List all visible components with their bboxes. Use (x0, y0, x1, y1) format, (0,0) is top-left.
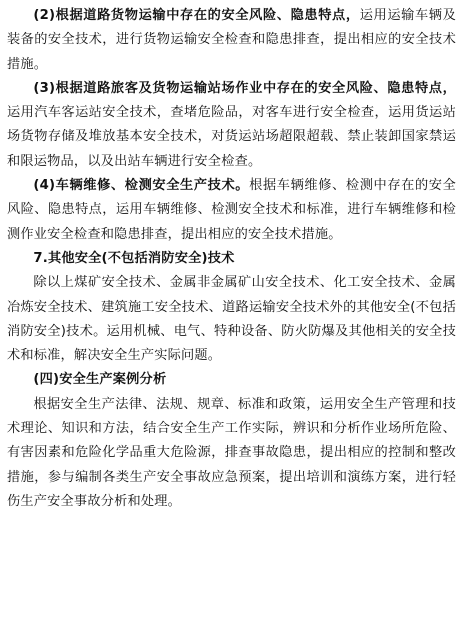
paragraph-passenger-freight-station (7, 77, 456, 174)
section-heading-other-safety: 7.其他安全(不包括消防安全)技术 (33, 250, 235, 266)
paragraph-body: 除以上煤矿安全技术、金属非金属矿山安全技术、化工安全技术、金属冶炼安全技术、建筑施工安全技术、道路运输安全技术外的其他安全(不包括消防安全)技术。运用机械、电气、特种设备、防火防爆及其他相关的安全技术和标准，解决安全生产实际问题。 (7, 275, 456, 364)
paragraph-body: 根据车辆维修、检测中存在的安全风险、隐患特点，运用车辆维修、检测安全技术和标准，进行车辆维修和检测作业安全检查和隐患排查，提出相应的安全技术措施。 (7, 178, 457, 242)
paragraph-road-freight (7, 4, 456, 77)
paragraph-vehicle-maintenance (7, 174, 456, 247)
paragraph-lead: (2)根据道路货物运输中存在的安全风险、隐患特点， (33, 8, 360, 23)
paragraph-lead: (4)车辆维修、检测安全生产技术。 (33, 178, 250, 194)
paragraph-lead: (3)根据道路旅客及货物运输站场作业中存在的安全风险、隐患特点， (33, 80, 456, 96)
paragraph-body: 运用汽车客运站安全技术，查堵危险品，对客车进行安全检查，运用货运站场货物存储及堆放基本安全技术，对货运站场超限超载、禁止装卸国家禁运和限运物品，以及出站车辆进行安全检查。 (7, 105, 456, 169)
paragraph-body: 根据安全生产法律、法规、规章、标准和政策，运用安全生产管理和技术理论、知识和方法，结合安全生产工作实际，辨识和分析作业场所危险、有害因素和危险化学品重大危险源，排查事故隐患，提出相应的控制和整改措施，参与编制各类生产安全事故应急预案，提出培训和演练方案，进行轻伤生产安全事故分析和处理。 (7, 396, 456, 509)
paragraph-case-analysis (7, 393, 456, 514)
paragraph-other-safety (7, 271, 456, 368)
section-heading-case-analysis: (四)安全生产案例分析 (33, 372, 167, 388)
paragraph-body: 运用运输车辆及装备的安全技术，进行货物运输安全检查和隐患排查，提出相应的安全技术措施。 (7, 8, 456, 72)
